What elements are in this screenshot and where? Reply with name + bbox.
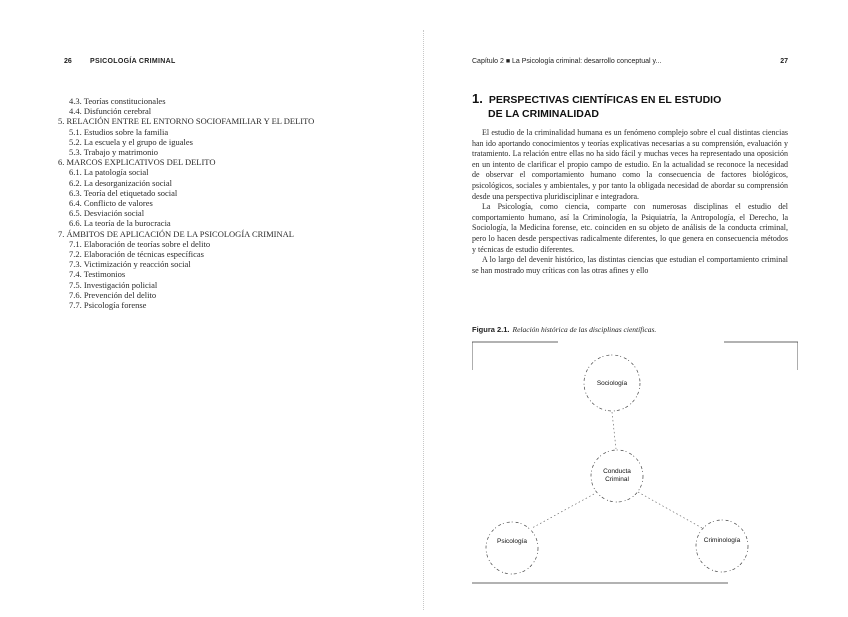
figure-caption [472, 325, 656, 334]
right-page-number: 27 [780, 58, 788, 65]
toc-subsection: 7.1. Elaboración de teorías sobre el delito [69, 238, 211, 249]
toc-subsection: 6.1. La patología social [69, 167, 149, 178]
figure-label: Figura 2.1. [472, 325, 510, 334]
criminologia-circle [696, 520, 748, 572]
toc-subsection: 6.4. Conflicto de valores [69, 198, 153, 209]
toc-subsection: 6.2. La desorganización social [69, 177, 172, 188]
toc-section: 7. ÁMBITOS DE APLICACIÓN DE LA PSICOLOGÍA CRIMINAL [58, 228, 294, 239]
node-conducta-line2: Criminal [605, 476, 629, 483]
toc-subsection: 5.1. Estudios sobre la familia [69, 126, 169, 137]
section-title-line1: PERSPECTIVAS CIENTÍFICAS EN EL ESTUDIO [488, 94, 722, 106]
toc-subsection: 7.3. Victimización y reacción social [69, 259, 191, 270]
toc-subsection: 4.3. Teorías constitucionales [69, 96, 166, 106]
connector-conducta-psicologia [532, 494, 594, 528]
node-criminologia: Criminología [703, 537, 741, 544]
node-conducta-line1: Conducta [603, 468, 631, 475]
figure-caption-text: Relación histórica de las disciplinas científicas. [512, 325, 657, 334]
right-running-head: Capítulo 2 ■ La Psicología criminal: desarrollo conceptual y... [472, 58, 662, 65]
node-sociologia: Sociología [596, 380, 628, 387]
toc-subsection: 4.4. Disfunción cerebral [69, 106, 152, 117]
toc-subsection: 7.5. Investigación policial [69, 279, 158, 290]
diagram-graphic [472, 338, 798, 590]
toc-section: 6. MARCOS EXPLICATIVOS DEL DELITO [58, 157, 216, 168]
node-conducta-criminal [592, 468, 642, 484]
psicologia-circle [486, 522, 538, 574]
toc-subsection: 6.6. La teoría de la burocracia [69, 218, 171, 229]
toc-subsection: 6.5. Desviación social [69, 208, 145, 219]
paragraph: El estudio de la criminalidad humana es un fenómeno complejo sobre el cual distintas ciencias han ido aportando conocimientos y teorías explicativas necesarias a su comprensión, evaluación y tratamiento. La relación entre ellas no ha sido fácil y muchas veces ha representado una oposición en un intento de clarificar el propio campo de estudio. En la actualidad se reconoce la necesidad de observar el comportamiento humano como la consecuencia de factores biológicos, psicológicos, sociales y ambientales, y por tanto la obligada necesidad de abordar su comprensión desde una perspectiva pluridisciplinar e integradora. [472, 128, 788, 201]
toc-subsection: 5.2. La escuela y el grupo de iguales [69, 136, 193, 147]
connector-sociologia-conducta [612, 412, 616, 449]
toc-subsection: 7.7. Psicología forense [69, 300, 147, 311]
paragraph: A lo largo del devenir histórico, las distintas ciencias que estudian el comportamiento criminal se han mostrado muy críticas con las otras afines y ello [472, 255, 788, 275]
paragraph: La Psicología, como ciencia, comparte con numerosas disciplinas el estudio del comportamiento humano, así la Criminología, la Psiquiatría, la Antropología, el Derecho, la Sociología, la Medicina forense, etc. coinciden en su objeto de análisis de la conducta criminal, pero lo hacen desde perspectivas radicalmente diferentes, lo que genera en consecuencia métodos y técnicas de estudio diferentes. [472, 202, 788, 254]
toc-subsection: 5.3. Trabajo y matrimonio [69, 147, 159, 158]
discipline-diagram [472, 338, 798, 590]
toc-subsection: 7.2. Elaboración de técnicas específicas [69, 249, 204, 260]
toc-section: 5. RELACIÓN ENTRE EL ENTORNO SOCIOFAMILIAR Y EL DELITO [58, 116, 315, 127]
left-running-title: PSICOLOGÍA CRIMINAL [90, 58, 176, 65]
toc-subsection: 6.3. Teoría del etiquetado social [69, 187, 178, 198]
body-text [472, 128, 788, 276]
toc-subsection: 7.4. Testimonios [69, 269, 126, 280]
section-number: 1. [472, 91, 483, 106]
left-page-number: 26 [64, 58, 72, 65]
chapter-outline [58, 96, 378, 310]
right-page [424, 0, 848, 617]
section-title-line2: DE LA CRIMINALIDAD [488, 108, 600, 120]
toc-subsection: 7.6. Prevención del delito [69, 289, 157, 300]
node-psicologia: Psicología [497, 538, 527, 545]
connector-conducta-criminologia [638, 492, 702, 528]
section-heading [472, 92, 802, 121]
